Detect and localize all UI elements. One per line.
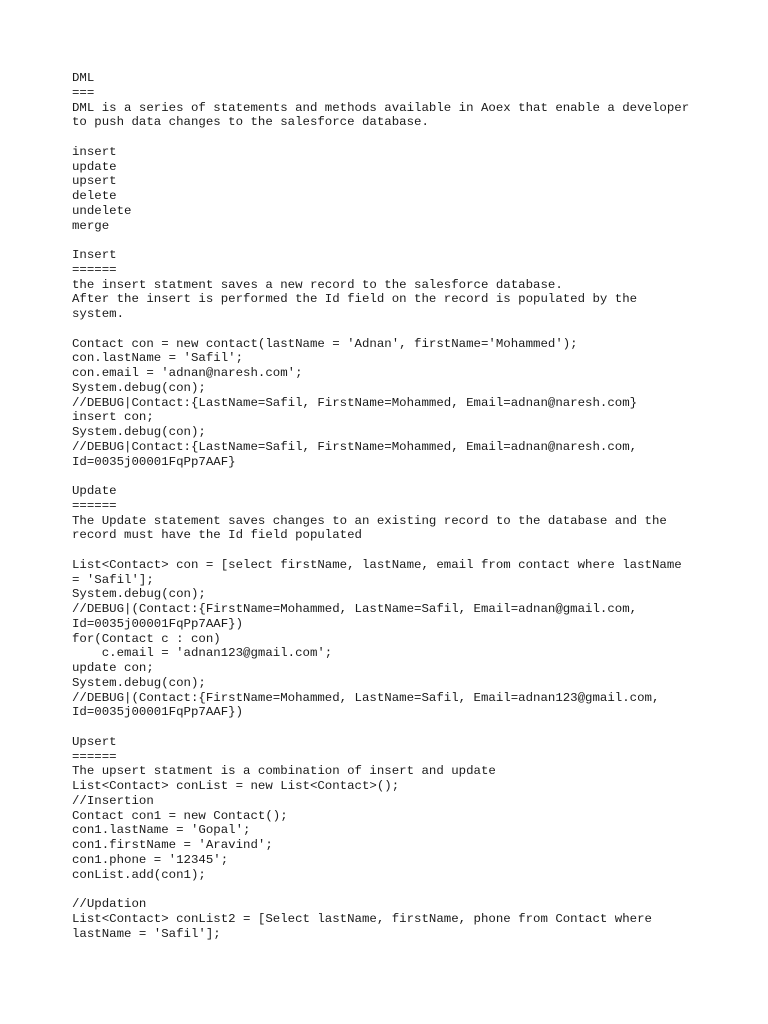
text-line: merge — [72, 218, 110, 233]
text-line: //Insertion — [72, 793, 154, 808]
text-line: //DEBUG|(Contact:{FirstName=Mohammed, LastName=Safil, Email=adnan123@gmail.com, — [72, 690, 660, 705]
text-line: undelete — [72, 203, 132, 218]
text-line: ====== — [72, 498, 117, 513]
text-line: update con; — [72, 661, 154, 675]
text-line: Id=0035j00001FqPp7AAF}) — [72, 705, 244, 720]
blank-line — [72, 322, 732, 337]
text-line: system. — [72, 307, 125, 321]
text-line: to push data changes to the salesforce database. — [72, 115, 429, 130]
text-line: c.email = 'adnan123@gmail.com'; — [72, 646, 333, 661]
text-line: List<Contact> conList2 = [Select lastName, firstName, phone from Contact where — [72, 911, 652, 926]
text-line: con1.lastName = 'Gopal'; — [72, 823, 251, 838]
blank-line — [72, 720, 732, 735]
text-line: insert con; — [72, 410, 154, 425]
text-line: delete — [72, 189, 117, 203]
text-line: === — [72, 85, 95, 100]
text-line: Contact con = new contact(lastName = 'Adnan', firstName='Mohammed'); — [72, 336, 578, 351]
text-line: ====== — [72, 262, 117, 277]
text-line: con1.phone = '12345'; — [72, 852, 229, 867]
text-line: Id=0035j00001FqPp7AAF} — [72, 454, 236, 469]
blank-line — [72, 882, 732, 897]
text-line: //DEBUG|Contact:{LastName=Safil, FirstName=Mohammed, Email=adnan@naresh.com, — [72, 439, 638, 454]
text-line: Upsert — [72, 734, 117, 749]
text-line: System.debug(con); — [72, 380, 206, 395]
text-line: System.debug(con); — [72, 425, 206, 439]
text-line: DML — [72, 71, 95, 85]
text-line: insert — [72, 144, 117, 159]
text-line: The upsert statment is a combination of insert and update — [72, 764, 496, 779]
text-line: Id=0035j00001FqPp7AAF}) — [72, 616, 244, 631]
document-page — [72, 71, 732, 941]
text-line: //Updation — [72, 897, 147, 911]
text-line: con.lastName = 'Safil'; — [72, 351, 244, 366]
text-line: System.debug(con); — [72, 587, 206, 602]
text-line: DML is a series of statements and methods available in Aoex that enable a developer — [72, 100, 690, 115]
text-line: //DEBUG|(Contact:{FirstName=Mohammed, LastName=Safil, Email=adnan@gmail.com, — [72, 602, 638, 616]
text-line: con1.firstName = 'Aravind'; — [72, 838, 273, 852]
text-line: upsert — [72, 174, 117, 189]
text-line: List<Contact> conList = new List<Contact>(); — [72, 779, 400, 793]
text-line: After the insert is performed the Id field on the record is populated by the — [72, 292, 638, 307]
text-line: lastName = 'Safil']; — [72, 926, 221, 941]
text-line: for(Contact c : con) — [72, 631, 221, 646]
blank-line — [72, 130, 732, 145]
text-line: ====== — [72, 749, 117, 764]
text-line: record must have the Id field populated — [72, 528, 362, 543]
text-line: The Update statement saves changes to an existing record to the database and the — [72, 513, 667, 528]
text-line: //DEBUG|Contact:{LastName=Safil, FirstName=Mohammed, Email=adnan@naresh.com} — [72, 395, 638, 410]
text-line: System.debug(con); — [72, 675, 206, 690]
text-line: update — [72, 159, 117, 174]
blank-line — [72, 543, 732, 558]
text-line: Insert — [72, 248, 117, 262]
text-line: the insert statment saves a new record to the salesforce database. — [72, 277, 563, 292]
text-line: = 'Safil']; — [72, 572, 154, 587]
text-line: con.email = 'adnan@naresh.com'; — [72, 366, 303, 380]
text-line: Contact con1 = new Contact(); — [72, 808, 288, 823]
text-line: List<Contact> con = [select firstName, lastName, email from contact where lastName — [72, 557, 682, 572]
text-line: conList.add(con1); — [72, 867, 206, 882]
blank-line — [72, 469, 732, 484]
blank-line — [72, 233, 732, 248]
text-line: Update — [72, 484, 117, 498]
